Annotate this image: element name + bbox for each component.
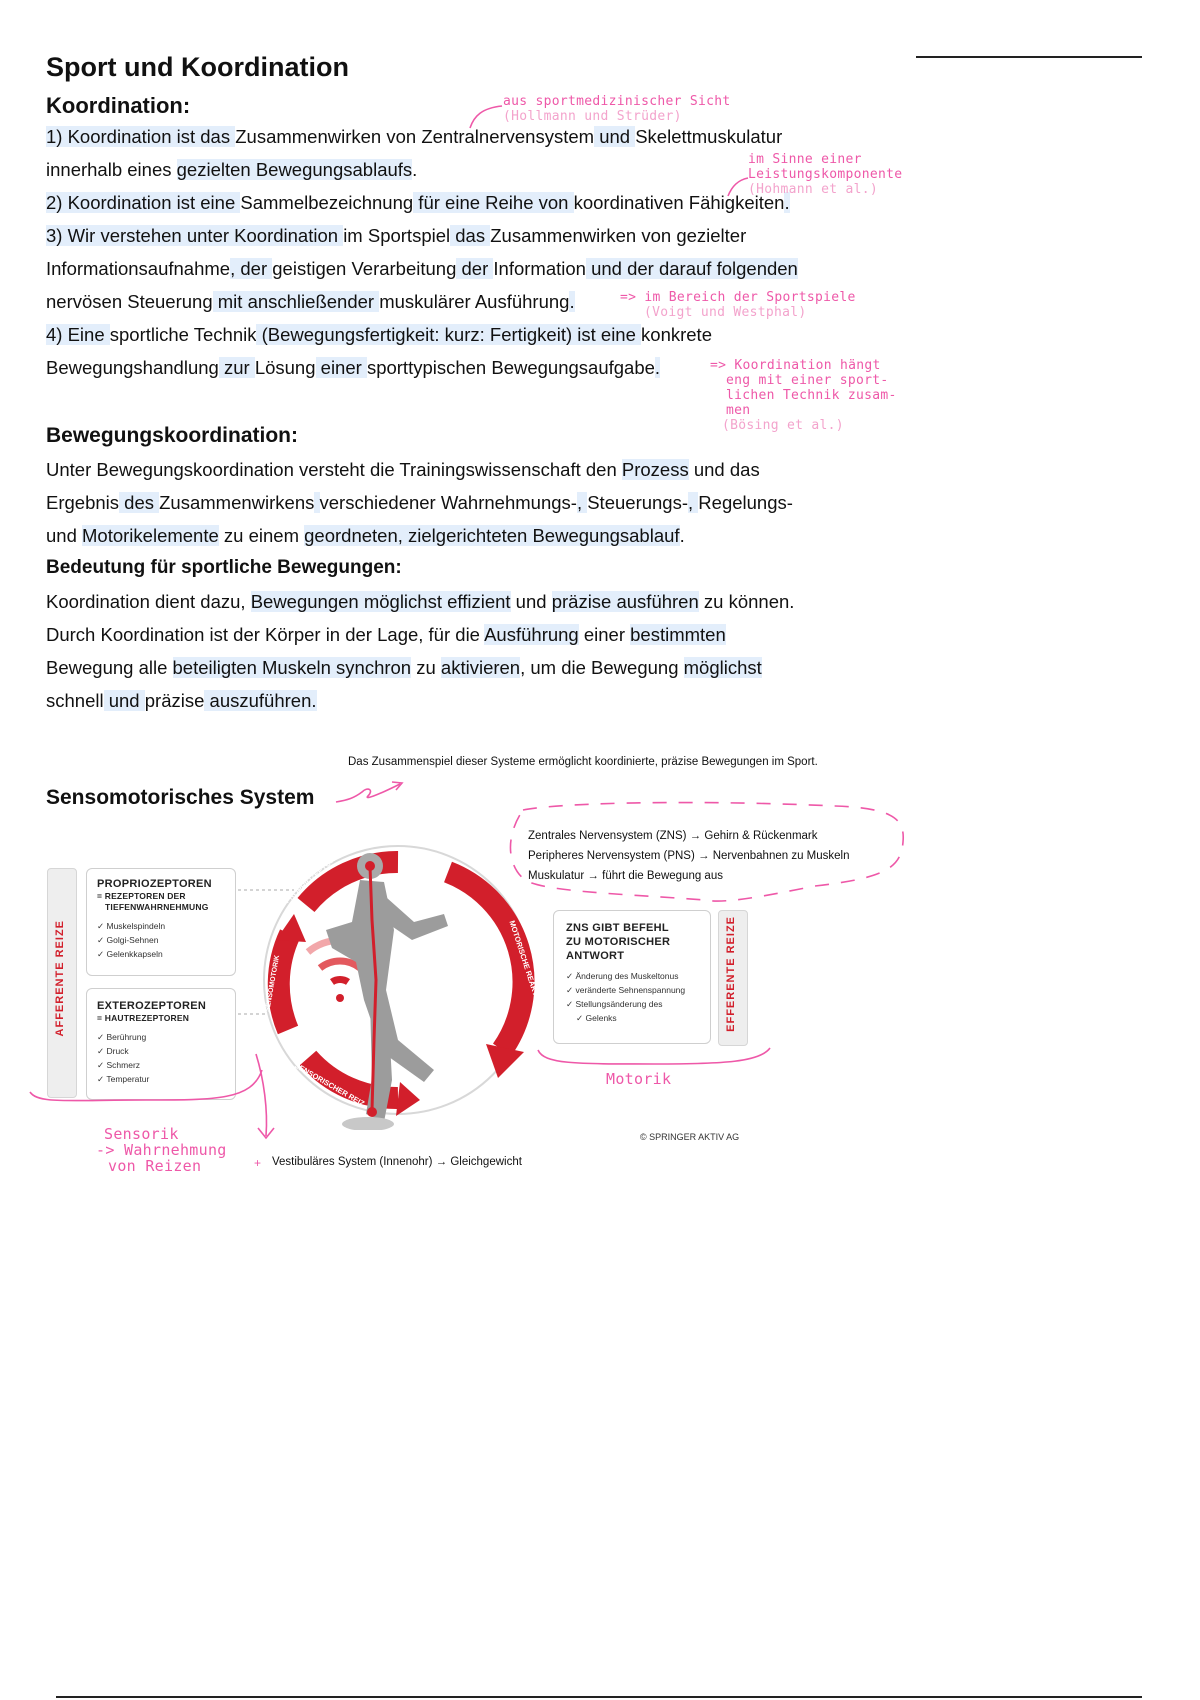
highlighted-text: und — [103, 690, 145, 711]
highlighted-text: geordneten, zielgerichteten Bewegungsablauf — [304, 525, 680, 546]
highlighted-text: einer — [315, 357, 367, 378]
list-number: 4 — [46, 324, 57, 345]
text-segment: präzise — [144, 690, 205, 711]
diagram-heading: Sensomotorisches System — [46, 786, 315, 809]
extero-title: EXTEROZEPTOREN — [97, 1000, 207, 1012]
arc-right — [448, 872, 524, 1050]
arc-label-sensorisch: SENSORISCHER REIZ — [293, 1060, 367, 1109]
text-segment: im Sportspiel — [343, 225, 451, 246]
nerv-list — [528, 826, 850, 886]
text-line — [46, 618, 866, 651]
text-segment: Zusammenwirken von gezielter — [490, 225, 747, 246]
text-segment: Steuerungs- — [587, 492, 689, 513]
text-segment: Information — [493, 258, 586, 279]
text-line — [46, 684, 866, 717]
note-arrow-1 — [466, 100, 506, 132]
text-segment: konkrete — [641, 324, 712, 345]
highlighted-text: der — [456, 258, 494, 279]
highlighted-text: Bewegungen möglichst effizient — [250, 591, 511, 612]
bewegung-heading: Bewegungskoordination: — [46, 424, 298, 447]
zns-title-1: ZNS GIBT BEFEHL — [566, 922, 669, 934]
text-segment: koordinativen Fähigkeiten — [573, 192, 785, 213]
highlighted-text: . — [654, 357, 661, 378]
text-segment: einer — [578, 624, 631, 645]
highlighted-text: auszuführen. — [204, 690, 317, 711]
arrow-right — [486, 1044, 524, 1078]
plus-sign: + — [254, 1156, 262, 1170]
highlighted-text: Prozess — [621, 459, 689, 480]
highlighted-text: , — [576, 492, 588, 513]
text-line — [46, 585, 866, 618]
highlighted-text: . — [784, 192, 790, 213]
text-segment: Bewegung alle — [46, 657, 173, 678]
highlighted-text: präzise ausführen — [551, 591, 699, 612]
note-leistungskomponente: im Sinne einer Leistungskomponente (Hohmann et al.) — [748, 152, 903, 197]
text-segment: verschiedener Wahrnehmungs- — [319, 492, 577, 513]
arc-label-sensomotorik: SENSOMOTORIK — [264, 954, 282, 1013]
list-number: 1 — [46, 126, 57, 147]
proprio-box: PROPRIOZEPTOREN = REZEPTOREN DER TIEFENWAHRNEHMUNG ✓ Muskelspindeln ✓ Golgi-Sehnen ✓ Gelenkkapseln — [86, 868, 236, 976]
afferent-label: AFFERENTE REIZE — [54, 920, 66, 1037]
text-segment: Zusammenwirkens — [159, 492, 315, 513]
text-segment: Informationsaufnahme — [46, 258, 231, 279]
text-segment: und das — [688, 459, 760, 480]
highlighted-text: mit anschließender — [212, 291, 380, 312]
proprio-item: ✓ Muskelspindeln — [97, 919, 235, 933]
list-number: 3 — [46, 225, 57, 246]
diagram-caption: Das Zusammenspiel dieser Systeme ermöglicht koordinierte, präzise Bewegungen im Sport. — [348, 756, 818, 768]
text-segment: geistigen Verarbeitung — [272, 258, 457, 279]
sensorik-bracket — [26, 1060, 266, 1120]
text-segment: schnell — [46, 690, 104, 711]
zns-item: ✓ Änderung des Muskeltonus — [566, 969, 710, 983]
text-segment: zu können. — [698, 591, 795, 612]
page-title: Sport und Koordination — [46, 52, 349, 82]
text-segment: Lösung — [254, 357, 316, 378]
text-segment: und — [46, 525, 83, 546]
zns-item: ✓ Gelenks — [566, 1011, 710, 1025]
note-technik: => Koordination hängt eng mit einer sport- lichen Technik zusam- men (Bösing et al.) — [710, 358, 897, 433]
text-segment: Zusammenwirken von Zentralnervensystem — [235, 126, 595, 147]
nerv-zns: Zentrales Nervensystem (ZNS) → Gehirn & Rückenmark — [528, 830, 818, 842]
arc-left — [279, 934, 290, 1030]
arrow-bottom — [396, 1082, 420, 1116]
text-segment: muskulärer Ausführung — [379, 291, 570, 312]
text-line — [46, 453, 866, 486]
text-segment: . — [412, 159, 418, 180]
highlighted-text: Motorikelemente — [82, 525, 219, 546]
sensomotor-cycle — [248, 830, 548, 1130]
text-line — [46, 120, 866, 153]
text-segment: zu — [411, 657, 441, 678]
highlighted-text: das — [450, 225, 491, 246]
highlighted-text: bestimmten — [630, 624, 726, 645]
note-motorik: Motorik — [606, 1070, 672, 1088]
text-segment: Unter Bewegungskoordination versteht die Trainingswissenschaft den — [46, 459, 622, 480]
highlighted-text: Ausführung — [484, 624, 579, 645]
bottom-rule — [56, 1696, 1142, 1698]
highlighted-text: . — [569, 291, 575, 312]
bedeutung-text — [46, 585, 866, 717]
text-segment: innerhalb eines — [46, 159, 177, 180]
proprio-item: ✓ Golgi-Sehnen — [97, 933, 235, 947]
note-arrow-2 — [724, 172, 752, 200]
text-segment: und — [510, 591, 552, 612]
bewegung-text — [46, 453, 866, 552]
highlighted-text: ) Koordination ist das — [56, 126, 236, 147]
efferent-label: EFFERENTE REIZE — [725, 916, 737, 1032]
highlighted-text: , — [688, 492, 699, 513]
text-segment: Ergebnis — [46, 492, 120, 513]
highlighted-text: , der — [230, 258, 273, 279]
nerv-muskulatur: Muskulatur → führt die Bewegung aus — [528, 870, 723, 882]
extero-item: ✓ Schmerz — [97, 1058, 235, 1072]
extero-item: ✓ Druck — [97, 1044, 235, 1058]
text-segment: nervösen Steuerung — [46, 291, 213, 312]
note-sensorik: Sensorik -> Wahrnehmung von Reizen — [96, 1125, 227, 1175]
arc-label-proprio: PROPRIOZEPTOREN — [282, 847, 345, 906]
text-line — [46, 219, 866, 252]
text-segment: sportliche Technik — [109, 324, 257, 345]
highlighted-text: aktivieren — [440, 657, 521, 678]
text-segment: Bewegungshandlung — [46, 357, 219, 378]
heading-arrow — [334, 778, 404, 808]
extero-box: EXTEROZEPTOREN = HAUTREZEPTOREN ✓ Berührung ✓ Druck ✓ Schmerz ✓ Temperatur — [86, 988, 236, 1100]
arrow-left — [276, 914, 306, 942]
highlighted-text: zur — [218, 357, 255, 378]
highlighted-text: ) Wir verstehen unter Koordination — [56, 225, 344, 246]
zns-item: ✓ veränderte Sehnenspannung — [566, 983, 710, 997]
proprio-item: ✓ Gelenkkapseln — [97, 947, 235, 961]
top-rule — [916, 56, 1142, 58]
zns-item: ✓ Stellungsänderung des — [566, 997, 710, 1011]
highlighted-text: (Bewegungsfertigkeit: kurz: Fertigkeit) ist eine — [256, 324, 642, 345]
note-sportspiele: => im Bereich der Sportspiele (Voigt und Westphal) — [620, 290, 856, 320]
text-segment: Koordination dient dazu, — [46, 591, 251, 612]
text-line — [46, 651, 866, 684]
highlighted-text: gezielten Bewegungsablaufs — [176, 159, 413, 180]
highlighted-text: ) Koordination ist eine — [56, 192, 241, 213]
highlighted-text: beteiligten Muskeln synchron — [172, 657, 412, 678]
text-line — [46, 486, 866, 519]
highlighted-text: für eine Reihe von — [413, 192, 574, 213]
text-line — [46, 519, 866, 552]
arc-label-motorisch: MOTORISCHE REAKTION — [507, 919, 545, 1010]
text-segment: Durch Koordination ist der Körper in der Lage, für die — [46, 624, 485, 645]
vestibular-text: Vestibuläres System (Innenohr) → Gleichgewicht — [272, 1156, 522, 1168]
text-segment: Sammelbezeichnung — [240, 192, 414, 213]
highlighted-text: möglichst — [683, 657, 762, 678]
highlighted-text: und der darauf folgenden — [585, 258, 798, 279]
koordination-text — [46, 120, 866, 384]
text-segment: Regelungs- — [698, 492, 793, 513]
note-sportmedizin: aus sportmedizinischer Sicht (Hollmann und Strüder) — [503, 94, 731, 124]
text-segment: , um die Bewegung — [520, 657, 684, 678]
highlighted-text: und — [594, 126, 636, 147]
text-segment: sporttypischen Bewegungsaufgabe — [366, 357, 655, 378]
text-segment: Skelettmuskulatur — [635, 126, 783, 147]
bedeutung-heading: Bedeutung für sportliche Bewegungen: — [46, 557, 402, 578]
text-segment: zu einem — [218, 525, 305, 546]
koordination-heading: Koordination: — [46, 93, 191, 118]
text-line — [46, 318, 866, 351]
text-line — [46, 252, 866, 285]
highlighted-text: ) Eine — [56, 324, 110, 345]
extero-item: ✓ Berührung — [97, 1030, 235, 1044]
proprio-title: PROPRIOZEPTOREN — [97, 878, 212, 890]
vestibular-arrow — [252, 1050, 282, 1146]
text-segment: . — [679, 525, 685, 546]
nerv-pns: Peripheres Nervensystem (PNS) → Nervenbahnen zu Muskeln — [528, 850, 850, 862]
list-number: 2 — [46, 192, 57, 213]
highlighted-text: des — [119, 492, 160, 513]
copyright: © SPRINGER AKTIV AG — [640, 1132, 740, 1142]
extero-item: ✓ Temperatur — [97, 1072, 235, 1086]
zns-box: ZNS GIBT BEFEHL ZU MOTORISCHER ANTWORT ✓ Änderung des Muskeltonus ✓ veränderte Sehnenspannung ✓ Stellungsänderung des ✓ Gelenks — [553, 910, 711, 1044]
